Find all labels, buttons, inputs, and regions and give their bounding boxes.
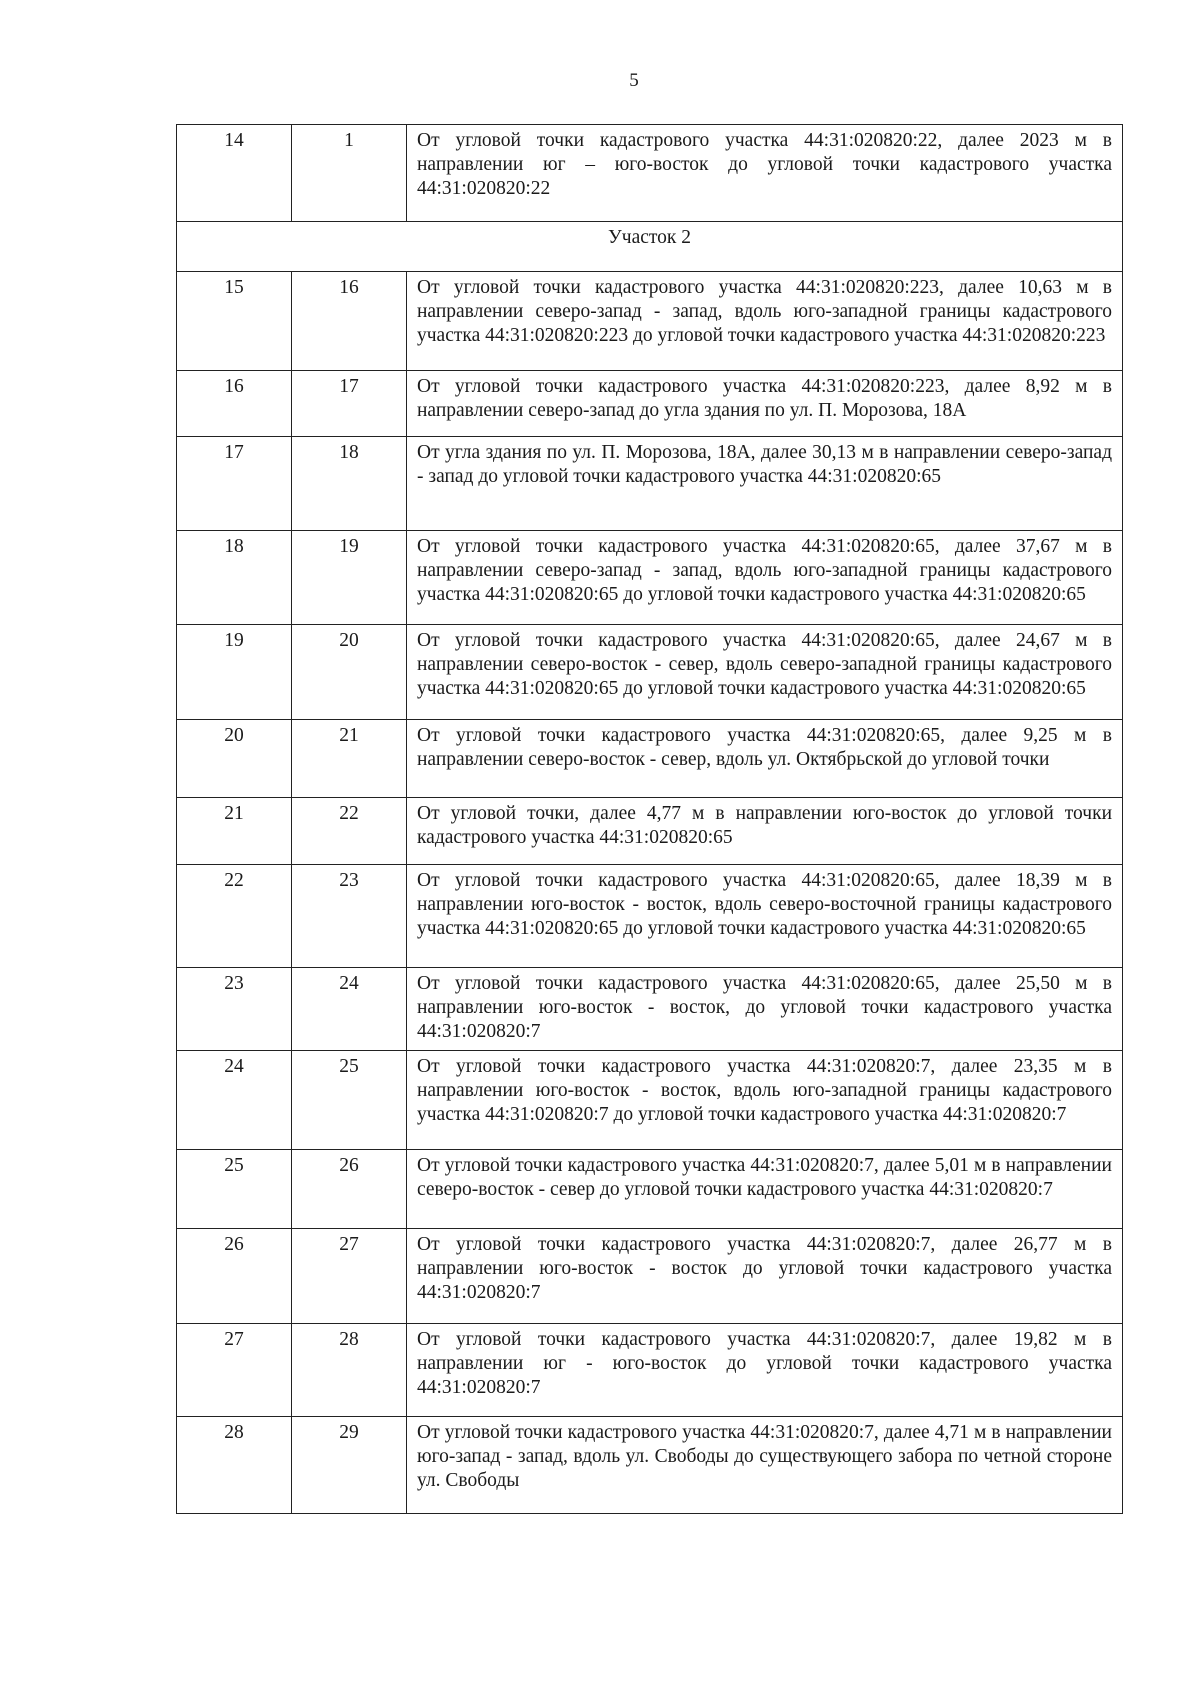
boundary-description-table [176,124,1123,1514]
point-from-cell: 22 [177,865,292,968]
point-to-cell: 1 [292,125,407,222]
description-cell: От угловой точки кадастрового участка 44:31:020820:7, далее 4,71 м в направлении юго-запад - запад, вдоль ул. Свободы до существующего забора по четной стороне ул. Свободы [407,1417,1123,1514]
description-cell: От угловой точки кадастрового участка 44:31:020820:7, далее 5,01 м в направлении северо-восток - север до угловой точки кадастрового участка 44:31:020820:7 [407,1150,1123,1229]
table-row [177,272,1123,371]
description-cell: От угловой точки кадастрового участка 44:31:020820:65, далее 18,39 м в направлении юго-восток - восток, вдоль северо-восточной границы кадастрового участка 44:31:020820:65 до угловой точки кадастрового участка 44:31:020820:65 [407,865,1123,968]
description-cell: От угловой точки, далее 4,77 м в направлении юго-восток до угловой точки кадастрового участка 44:31:020820:65 [407,798,1123,865]
table-row [177,531,1123,625]
table-row [177,625,1123,720]
description-cell: От угловой точки кадастрового участка 44:31:020820:65, далее 25,50 м в направлении юго-восток - восток, до угловой точки кадастрового участка 44:31:020820:7 [407,968,1123,1051]
description-cell: От угловой точки кадастрового участка 44:31:020820:65, далее 37,67 м в направлении северо-запад - запад, вдоль юго-западной границы кадастрового участка 44:31:020820:65 до угловой точки кадастрового участка 44:31:020820:65 [407,531,1123,625]
table-row [177,720,1123,798]
table-row [177,798,1123,865]
point-to-cell: 23 [292,865,407,968]
point-from-cell: 20 [177,720,292,798]
point-from-cell: 19 [177,625,292,720]
table-row [177,865,1123,968]
description-cell: От угловой точки кадастрового участка 44:31:020820:65, далее 9,25 м в направлении северо-восток - север, вдоль ул. Октябрьской до угловой точки [407,720,1123,798]
point-from-cell: 21 [177,798,292,865]
point-to-cell: 25 [292,1051,407,1150]
description-cell: От угловой точки кадастрового участка 44:31:020820:7, далее 26,77 м в направлении юго-восток - восток до угловой точки кадастрового участка 44:31:020820:7 [407,1229,1123,1324]
table-row [177,1229,1123,1324]
point-to-cell: 20 [292,625,407,720]
point-to-cell: 28 [292,1324,407,1417]
table-row [177,125,1123,222]
table-row [177,1417,1123,1514]
point-from-cell: 14 [177,125,292,222]
page-number: 5 [629,70,639,91]
point-from-cell: 18 [177,531,292,625]
table-row [177,1051,1123,1150]
point-from-cell: 17 [177,437,292,531]
description-cell: От угловой точки кадастрового участка 44:31:020820:65, далее 24,67 м в направлении северо-восток - север, вдоль северо-западной границы кадастрового участка 44:31:020820:65 до угловой точки кадастрового участка 44:31:020820:65 [407,625,1123,720]
point-to-cell: 18 [292,437,407,531]
section-title: Участок 2 [177,222,1123,272]
point-to-cell: 16 [292,272,407,371]
point-to-cell: 21 [292,720,407,798]
description-cell: От угла здания по ул. П. Морозова, 18А, далее 30,13 м в направлении северо-запад - запад до угловой точки кадастрового участка 44:31:020820:65 [407,437,1123,531]
table-row [177,968,1123,1051]
point-from-cell: 25 [177,1150,292,1229]
point-from-cell: 26 [177,1229,292,1324]
description-cell: От угловой точки кадастрового участка 44:31:020820:223, далее 8,92 м в направлении северо-запад до угла здания по ул. П. Морозова, 18А [407,371,1123,437]
point-to-cell: 26 [292,1150,407,1229]
point-to-cell: 27 [292,1229,407,1324]
table-row [177,371,1123,437]
table-row [177,1150,1123,1229]
point-from-cell: 27 [177,1324,292,1417]
point-to-cell: 19 [292,531,407,625]
table-row [177,1324,1123,1417]
description-cell: От угловой точки кадастрового участка 44:31:020820:7, далее 19,82 м в направлении юг - юго-восток до угловой точки кадастрового участка 44:31:020820:7 [407,1324,1123,1417]
point-to-cell: 29 [292,1417,407,1514]
description-cell: От угловой точки кадастрового участка 44:31:020820:223, далее 10,63 м в направлении северо-запад - запад, вдоль юго-западной границы кадастрового участка 44:31:020820:223 до угловой точки кадастрового участка 44:31:020820:223 [407,272,1123,371]
point-from-cell: 16 [177,371,292,437]
point-from-cell: 24 [177,1051,292,1150]
point-from-cell: 28 [177,1417,292,1514]
point-to-cell: 17 [292,371,407,437]
point-from-cell: 15 [177,272,292,371]
point-to-cell: 22 [292,798,407,865]
section-header-row [177,222,1123,272]
point-to-cell: 24 [292,968,407,1051]
description-cell: От угловой точки кадастрового участка 44:31:020820:7, далее 23,35 м в направлении юго-восток - восток, вдоль юго-западной границы кадастрового участка 44:31:020820:7 до угловой точки кадастрового участка 44:31:020820:7 [407,1051,1123,1150]
description-cell: От угловой точки кадастрового участка 44:31:020820:22, далее 2023 м в направлении юг – юго-восток до угловой точки кадастрового участка 44:31:020820:22 [407,125,1123,222]
point-from-cell: 23 [177,968,292,1051]
table-row [177,437,1123,531]
